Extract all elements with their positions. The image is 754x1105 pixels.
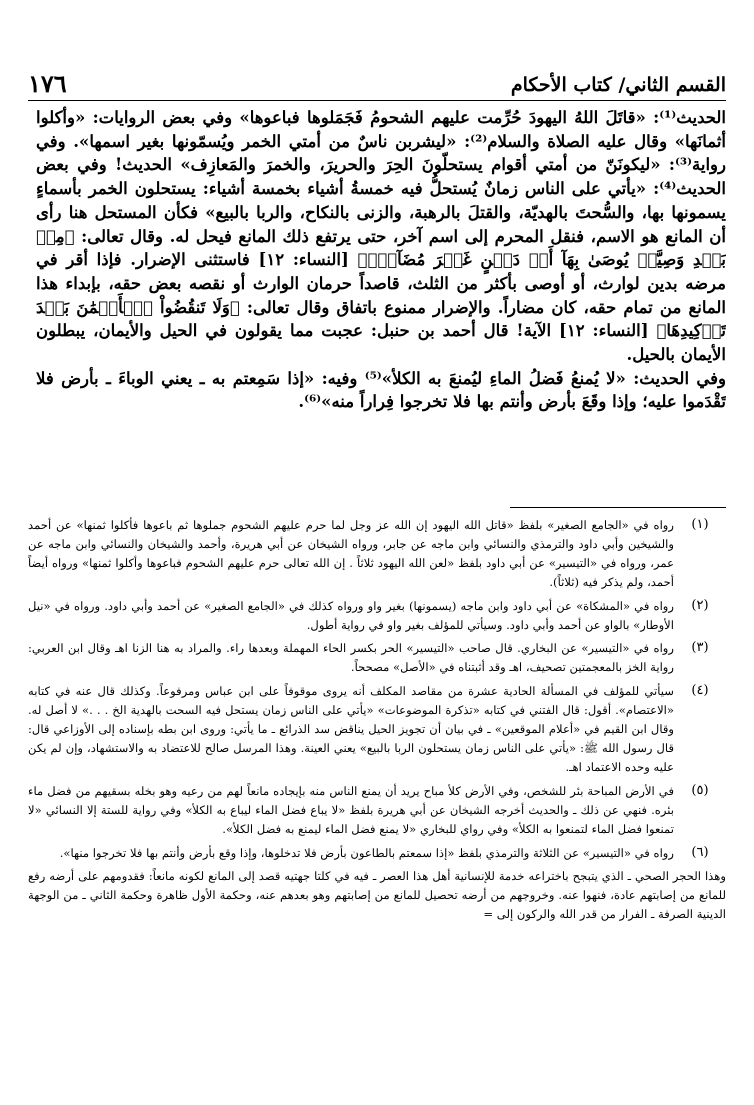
footnote — [28, 639, 726, 677]
main-paragraph: الحديث⁽¹⁾: «قاتَلَ اللهُ اليهودَ حُرِّمت عليهم الشحومُ فَجَمَلوها فباعوها» وفي بعض الروايات: «وأكلوا أثمانَها» وقال عليه الصلاة والسلام⁽²⁾: «ليشربن ناسٌ من أمتي الخمر ويُسمّونها بغير اسمها». وفي رواية⁽³⁾: «ليكونَنّ من أمتي أقوام يستحلّونَ الحِرَ والحريرَ، والخمرَ والمَعازِف» الحديث! وفي بعض الحديث⁽⁴⁾: «يأتي على الناس زمانٌ يُستحلُّ فيه خمسةُ أشياء بخمسة أشياء: يستحلون الخمر بأسماءٍ يسمونها بها، والسُّحتَ بالهديّة، والقتلَ بالرهبة، والزنى بالنكاح، والربا بالبيع» فكأن المستحل هنا رأى أن المانع هو الاسم، فنقل المحرم إلى اسم آخر، حتى يرتفع ذلك المانع فيحل له. وقال تعالى: ﴿مِنۢ بَعۡدِ وَصِيَّةٖ يُوصَىٰ بِهَآ أَوۡ دَيۡنٍ غَيۡرَ مُضَآرّٖ﴾ [النساء: ١٢] فاستثنى الإضرار. فإذا أقر في مرضه بدين لوارث، أو أوصى بأكثر من الثلث، قاصداً حرمان الوارث أو نقصه بعض حقه، بإبداء هذا المانع من تمام حقه، كان مضاراً. والإضرار ممنوع باتفاق وقال تعالى: ﴿وَلَا تَنقُضُواْ ٱلۡأَيۡمَٰنَ بَعۡدَ تَوۡكِيدِهَا﴾ [النساء: ١٢] الآية! قال أحمد بن حنبل: عجبت مما يقولون في الحيل والأيمان، يبطلون الأيمان بالحيل. — [36, 108, 726, 365]
page-number: ١٧٦ — [28, 69, 67, 98]
footnote — [28, 682, 726, 777]
footnote-text: رواه في «التيسير» عن الثلاثة والترمذي بلفظ «إذا سمعتم بالطاعون بأرض فلا تدخلوها، وإذا وقع بأرض وأنتم بها فلا تخرجوا منها». — [59, 845, 674, 860]
footnotes — [28, 516, 726, 1076]
footnote-number: (٣) — [691, 640, 709, 656]
page-header — [28, 66, 726, 101]
footnote-number: (٦) — [691, 844, 709, 860]
footnote-text: رواه في «المشكاة» عن أبي داود وابن ماجه (يسمونها) بغير واو ورواه كذلك في «الجامع الصغير» عن أحمد وأبي داود. ورواه في «نيل الأوطار» بالواو عن أحمد وأبي داود. وسيأتي للمؤلف بغير واو في رواية أطول. — [28, 598, 674, 632]
footnote-number: (١) — [691, 517, 709, 532]
main-text — [36, 106, 726, 498]
footnote-separator — [510, 507, 726, 508]
footnote-text: سيأتي للمؤلف في المسألة الحادية عشرة من مقاصد المكلف أنه يروى موقوفاً على ابن عباس ومرفوعاً. وكذلك قال عنه في كتابه «الاعتصام». أقول: قال الفتني في كتابه «تذكرة الموضوعات» «يأتي على الناس زمان يستحل فيه السحت بالهدية الخ . . .» لا أصل له. وقال ابن القيم في «أعلام الموقعين» ـ في بيان أن تجويز الحيل يناقض سد الذرائع ـ ما يأتي: وروى ابن بطه بإسناده إلى الأوزاعي قال: قال رسول الله ﷺ: «يأتي على الناس زمان يستحلون الربا بالبيع» يعني العينة. وهذا المرسل صالح للاعتضاد به والاستشهاد، وإن لم يكن عليه وحده الاعتماد اهـ. — [28, 684, 674, 774]
footnote-text: رواه في «الجامع الصغير» بلفظ «قاتل الله اليهود إن الله عز وجل لما حرم عليهم الشحوم جملوها ثم باعوها فأكلوا ثمنها» عن أحمد والشيخين وأبي داود والترمذي والنسائي وابن ماجه عن جابر، ورواه الشيخان عن أبي هريرة، وأحمد والشيخان والنسائي وابن ماجه عن عمر، ورواه في «التيسير» عن أبي داود بلفظ «لعن الله اليهود ثلاثاً . إن الله تعالى حرم عليهم الشحوم فباعوها وأكلوا ثمنها» ورواه أيضاً أحمد، ولم يذكر فيه (ثلاثاً). — [28, 518, 674, 589]
trailing-note: وهذا الحجر الصحي ـ الذي يتبجح باختراعه خدمة للإنسانية أهل هذا العصر ـ فيه في كلتا جهتيه قصد إلى المانع لكونه مانعاً: فقدومهم على أرضه رفع للمانع من إصابتهم عادة، فنهوا عنه. وخروجهم من أرضه تحصيل للمانع من إصابتهم وهو بعدهم عنه، وحكمة الأول ظاهرة وحكمة الثاني ـ من الوجهة الدينية الصرفة ـ الفرار من قدر الله والركون إلى = — [28, 869, 726, 922]
running-title: القسم الثاني/ كتاب الأحكام — [510, 74, 726, 96]
footnote — [28, 597, 726, 635]
main-paragraph: وفي الحديث: «لا يُمنعُ فَضلُ الماءِ ليُمنعَ به الكلأ»⁽⁵⁾ وفيه: «إذا سَمِعتم به ـ يعني الوباءَ ـ بأرض فلا تَقْدَموا عليه؛ وإذا وقَعَ بأرض وأنتم بها فلا تخرجوا فِراراً منه»⁽⁶⁾. — [36, 368, 726, 412]
footnote — [28, 844, 726, 863]
footnote-number: (٤) — [691, 683, 709, 699]
footnote-number: (٢) — [691, 597, 709, 613]
footnote-text: رواه في «التيسير» عن البخاري. قال صاحب «التيسير» الحر بكسر الحاء المهملة وبعدها راء. والمراد به هنا الزنا اهـ وقال ابن العربي: رواية الخز بالمعجمتين تصحيف، اهـ وقد أثبتناه في «الأصل» مصححاً. — [28, 641, 674, 675]
footnote-text: في الأرض المباحة بئر للشخص، وفي الأرض كلأ مباح يريد أن يمنع الناس منه بإيجاده مانعاً لهم من رعيه وهو بخله بسقيهم من فضل ماء بئره. فنهي عن ذلك ـ والحديث أخرجه الشيخان عن أبي هريرة بلفظ «لا يباع فضل الماء ليباع به الكلأ» وفي رواية للستة إلا النسائي «لا تمنعوا فضل الماء لتمنعوا به الكلأ» وفي رواي للبخاري «لا يمنع فضل الماء ليمنع به فضل الكلأ». — [28, 783, 674, 836]
footnote — [28, 782, 726, 839]
footnote — [28, 516, 726, 592]
footnote-number: (٥) — [691, 782, 709, 798]
